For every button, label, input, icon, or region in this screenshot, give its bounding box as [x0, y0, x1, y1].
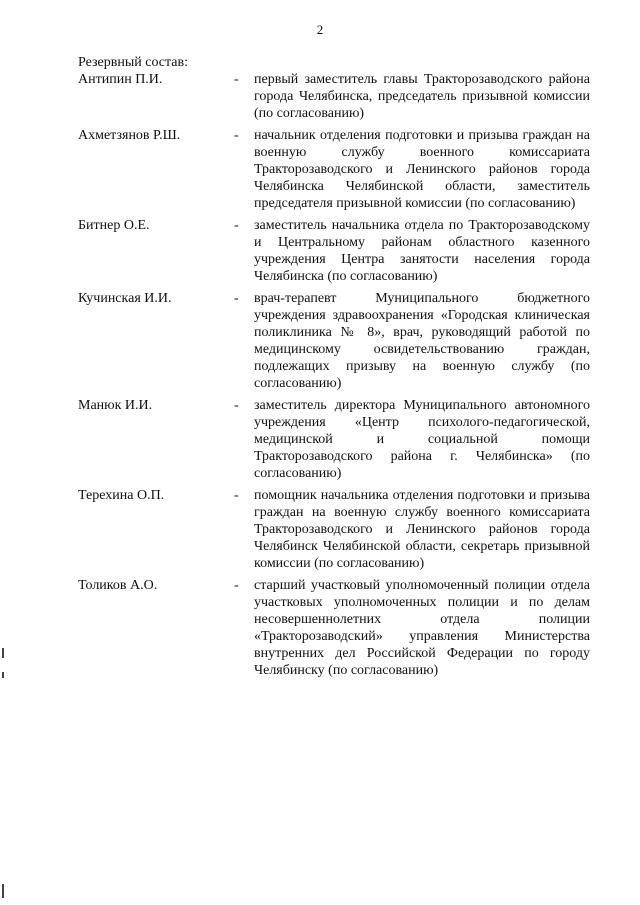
member-name: Толиков А.О. [78, 578, 158, 593]
scan-margin-mark [2, 884, 4, 898]
member-row [78, 487, 590, 572]
page-number: 2 [316, 22, 324, 37]
member-row [78, 127, 590, 212]
member-row [78, 290, 590, 392]
member-description: первый заместитель главы Тракторозаводского района города Челябинска, председатель призывной комиссии (по согласованию) [254, 72, 590, 121]
member-name: Терехина О.П. [78, 488, 165, 503]
member-dash: - [234, 218, 239, 233]
member-dash: - [234, 488, 239, 503]
member-list [78, 71, 590, 684]
member-row [78, 577, 590, 679]
member-dash: - [234, 72, 239, 87]
member-dash: - [234, 578, 239, 593]
member-name: Кучинская И.И. [78, 291, 172, 306]
member-description: помощник начальника отделения подготовки и призыва граждан на военную службу военного комиссариата Тракторозаводского и Ленинского районов города Челябинск Челябинской области, секретарь призывной комиссии (по согласованию) [254, 488, 590, 571]
member-description: заместитель директора Муниципального автономного учреждения «Центр психолого-педагогической, медицинской и социальной помощи Тракторозаводского района г. Челябинска» (по согласованию) [254, 398, 590, 481]
member-row [78, 397, 590, 482]
member-name: Ахметзянов Р.Ш. [78, 128, 181, 143]
member-description: врач-терапевт Муниципального бюджетного учреждения здравоохранения «Городская клиническая поликлиника № 8», врач, руководящий работой по медицинскому освидетельствованию граждан, подлежащих призыву на военную службу (по согласованию) [254, 291, 590, 391]
section-title: Резервный состав: [78, 55, 189, 70]
member-description: заместитель начальника отдела по Тракторозаводскому и Центральному районам областного казенного учреждения Центра занятости населения города Челябинска (по согласованию) [254, 218, 590, 284]
member-dash: - [234, 398, 239, 413]
member-name: Битнер О.Е. [78, 218, 150, 233]
member-name: Манюк И.И. [78, 398, 153, 413]
scan-margin-mark [2, 672, 4, 678]
member-dash: - [234, 128, 239, 143]
member-name: Антипин П.И. [78, 72, 163, 87]
member-description: старший участковый уполномоченный полиции отдела участковых уполномоченных полиции и по делам несовершеннолетних отдела полиции «Тракторозаводский» управления Министерства внутренних дел Российской Федерации по городу Челябинску (по согласованию) [254, 578, 590, 678]
member-description: начальник отделения подготовки и призыва граждан на военную службу военного комиссариата Тракторозаводского и Ленинского районов города Челябинска Челябинской области, заместитель председателя призывной комиссии (по согласованию) [254, 128, 590, 211]
member-dash: - [234, 291, 239, 306]
member-row [78, 217, 590, 285]
member-row [78, 71, 590, 122]
scan-margin-mark [2, 648, 4, 658]
